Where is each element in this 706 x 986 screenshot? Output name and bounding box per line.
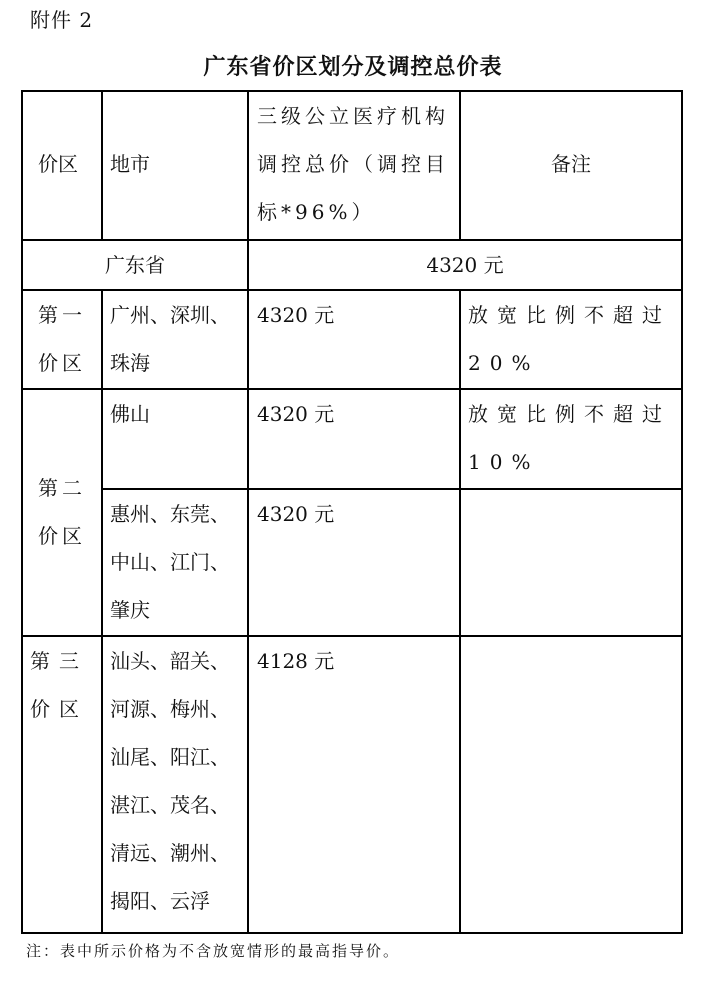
attachment-label: 附件 2 [30, 8, 94, 32]
document-title: 广东省价区划分及调控总价表 [203, 54, 503, 80]
zone-1-label: 第一价区 [38, 303, 86, 375]
table-rule [101, 289, 103, 934]
header-city: 地市 [110, 152, 150, 176]
table-rule [247, 90, 249, 934]
zone-1-cities: 广州、深圳、珠海 [110, 303, 230, 375]
zone-3-cities: 汕头、韶关、河源、梅州、汕尾、阳江、湛江、茂名、清远、潮州、揭阳、云浮 [110, 649, 230, 913]
table-border-left [21, 90, 23, 934]
zone-2-city-foshan: 佛山 [110, 402, 150, 426]
zone-1-note: 放宽比例不超过20% [468, 303, 671, 375]
zone-2-label: 第二价区 [38, 476, 86, 548]
zone-2-price-foshan: 4320 元 [257, 402, 335, 426]
table-border-right [681, 90, 683, 934]
header-note: 备注 [551, 152, 591, 176]
table-rule [459, 289, 461, 934]
zone-1-price: 4320 元 [257, 303, 335, 327]
zone-2-note: 放宽比例不超过10% [468, 402, 671, 474]
zone-3-label: 第三价区 [30, 649, 88, 721]
province-name: 广东省 [105, 253, 165, 277]
header-zone: 价区 [38, 152, 78, 176]
table-footnote: 注：表中所示价格为不含放宽情形的最高指导价。 [26, 942, 401, 960]
table-border-bottom [21, 932, 683, 934]
zone-2-cities: 惠州、东莞、中山、江门、肇庆 [110, 502, 230, 622]
zone-3-price: 4128 元 [257, 649, 335, 673]
province-price: 4320 元 [426, 253, 504, 277]
zone-2-price: 4320 元 [257, 502, 335, 526]
table-rule [101, 90, 103, 241]
header-price: 三级公立医疗机构调控总价（调控目标*96%） [257, 104, 449, 224]
